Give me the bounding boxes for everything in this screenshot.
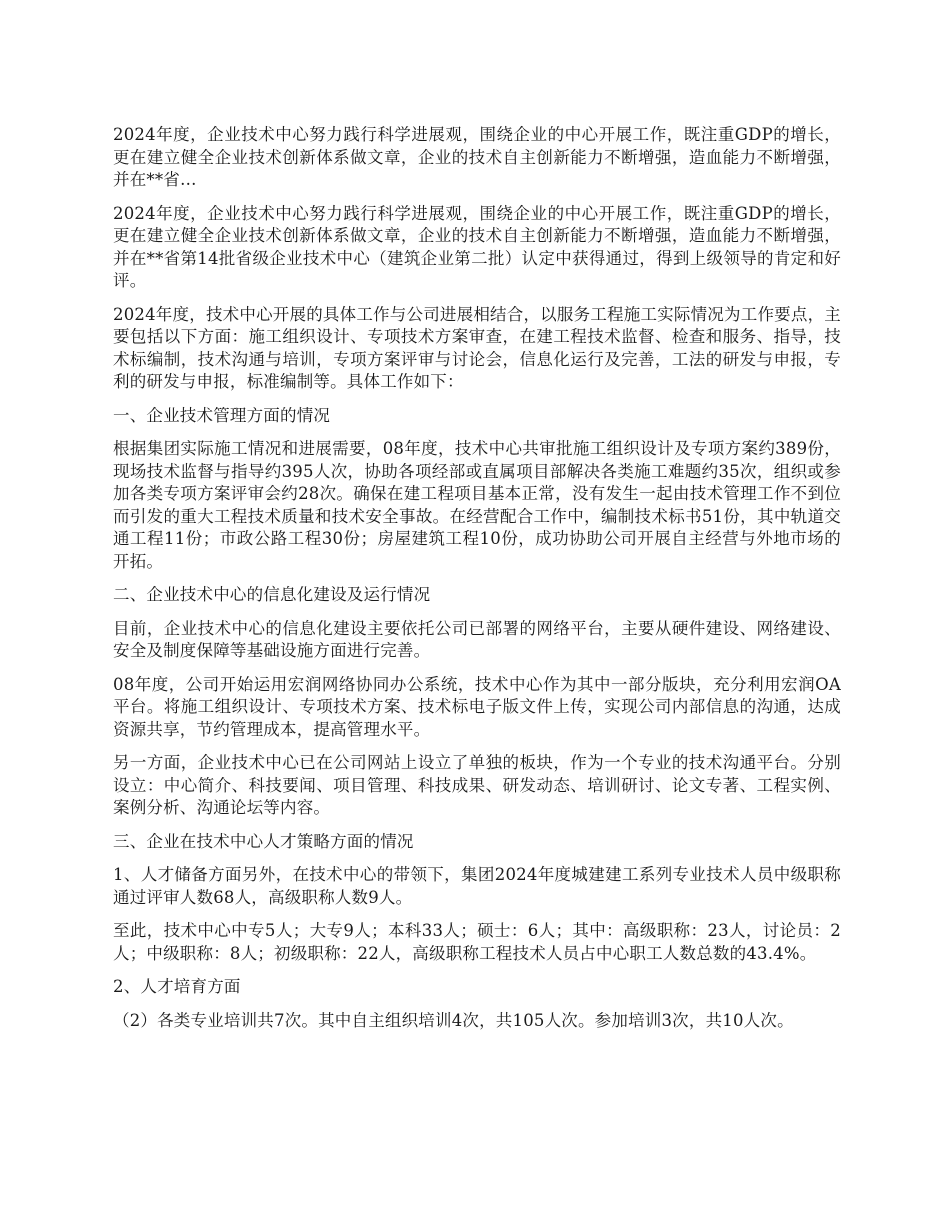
paragraph-informatization-platform: 目前，企业技术中心的信息化建设主要依托公司已部署的网络平台，主要从硬件建设、网络建设、安全及制度保障等基础设施方面进行完善。 [113, 618, 841, 660]
paragraph-intro-summary: 2024年度，企业技术中心努力践行科学进展观，围绕企业的中心开展工作，既注重GDP的增长，更在建立健全企业技术创新体系做文章，企业的技术自主创新能力不断增强，造血能力不断增强，并在**省… [113, 125, 841, 189]
section-heading-tech-management: 一、企业技术管理方面的情况 [113, 405, 331, 425]
paragraph-training-count: （2）各类专业培训共7次。其中自主组织培训4次，共105人次。参加培训3次，共10人次。 [113, 1010, 794, 1030]
paragraph-work-overview: 2024年度，技术中心开展的具体工作与公司进展相结合，以服务工程施工实际情况为工作要点，主要包括以下方面：施工组织设计、专项技术方案审查，在建工程技术监督、检查和服务、指导，技术标编制，技术沟通与培训，专项方案评审与讨论会，信息化运行及完善，工法的研发与申报，专利的研发与申报，标准编制等。具体工作如下： [113, 304, 841, 391]
subheading-talent-training: 2、人才培育方面 [113, 977, 241, 996]
paragraph-tech-management: 根据集团实际施工情况和进展需要，08年度，技术中心共审批施工组织设计及专项方案约389份，现场技术监督与指导约395人次，协助各项经部或直属项目部解决各类施工难题约35次，组织或参加各类专项方案评审会约28次。确保在建工程项目基本正常，没有发生一起由技术管理工作不到位而引发的重大工程技术质量和技术安全事故。在经营配合工作中，编制技术标书51份，其中轨道交通工程11份；市政公路工程30份；房屋建筑工程10份，成功协助公司开展自主经营与外地市场的开拓。 [113, 439, 841, 571]
paragraph-talent-reserve: 1、人才储备方面另外，在技术中心的带领下，集团2024年度城建建工系列专业技术人员中级职称通过评审人数68人，高级职称人数9人。 [113, 865, 841, 907]
paragraph-intro-full: 2024年度，企业技术中心努力践行科学进展观，围绕企业的中心开展工作，既注重GDP的增长，更在建立健全企业技术创新体系做文章，企业的技术自主创新能力不断增强，造血能力不断增强，并在**省第14批省级企业技术中心（建筑企业第二批）认定中获得通过，得到上级领导的肯定和好评。 [113, 203, 841, 290]
paragraph-oa-system: 08年度，公司开始运用宏润网络协同办公系统，技术中心作为其中一部分版块，充分利用宏润OA平台。将施工组织设计、专项技术方案、技术标电子版文件上传，实现公司内部信息的沟通，达成资源共享，节约管理成本，提高管理水平。 [113, 674, 841, 739]
section-heading-talent-strategy: 三、企业在技术中心人才策略方面的情况 [113, 831, 414, 851]
paragraph-staff-composition: 至此，技术中心中专5人；大专9人；本科33人；硕士：6人；其中：高级职称：23人，讨论员：2人；中级职称：8人；初级职称：22人，高级职称工程技术人员占中心职工人数总数的43.4%。 [113, 921, 841, 963]
document-body [113, 124, 841, 1043]
section-heading-informatization: 二、企业技术中心的信息化建设及运行情况 [113, 585, 431, 604]
paragraph-website-section: 另一方面，企业技术中心已在公司网站上设立了单独的板块，作为一个专业的技术沟通平台。分别设立：中心简介、科技要闻、项目管理、科技成果、研发动态、培训研讨、论文专著、工程实例、案例分析、沟通论坛等内容。 [113, 753, 841, 817]
